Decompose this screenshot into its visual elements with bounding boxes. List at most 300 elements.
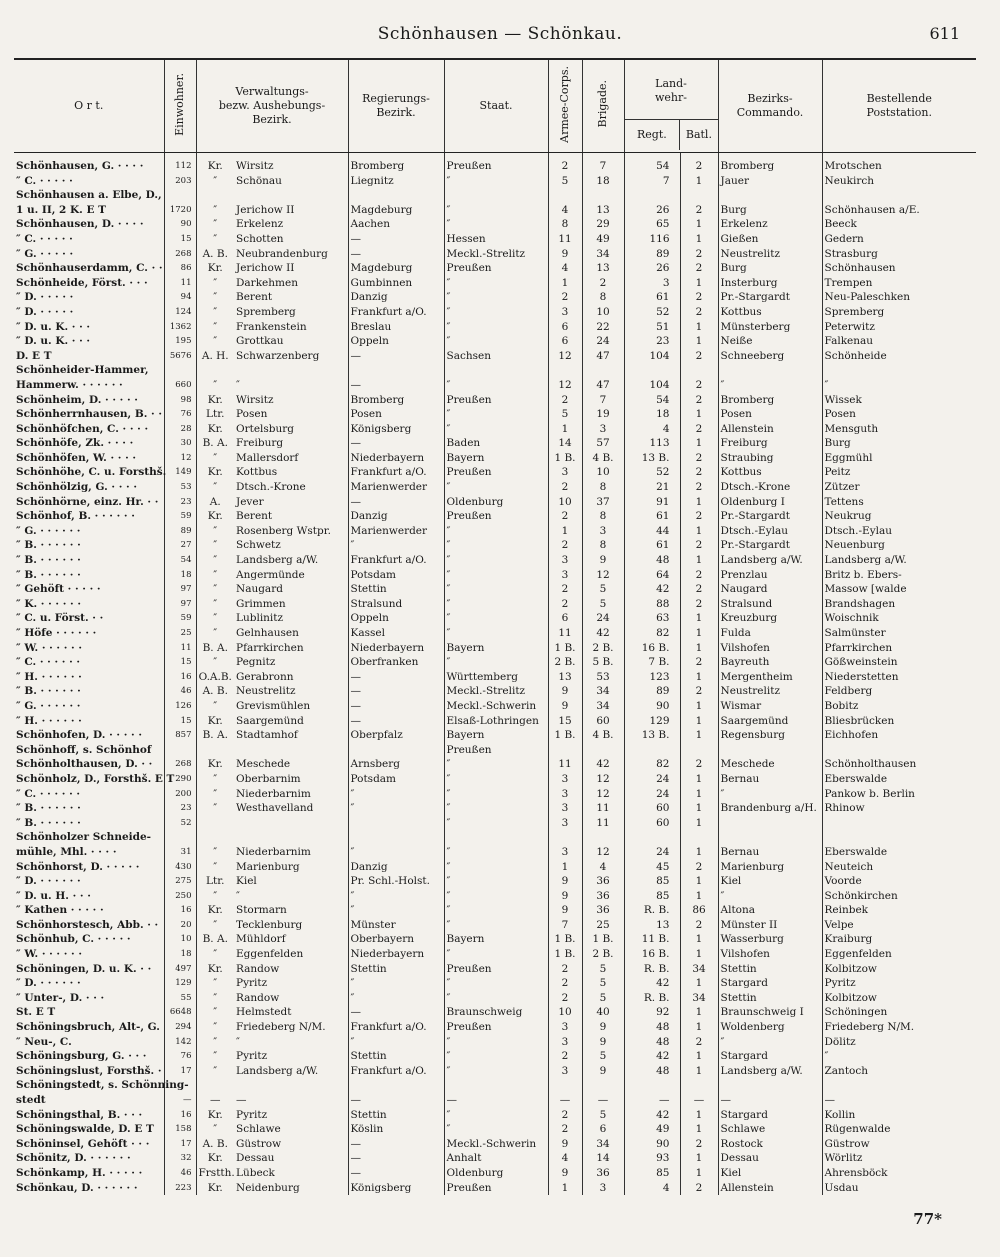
cell-armee-corps: 1 [548, 524, 582, 539]
cell-bezirks-commando: Münster II [718, 918, 822, 933]
cell-kreis-type: ″ [196, 582, 234, 597]
cell-ort: ″ D. · · · · · [16, 291, 74, 304]
cell-brigade [582, 188, 624, 203]
cell-bezirks-commando: Dtsch.-Krone [718, 480, 822, 495]
cell-regierung: Niederbayern [348, 947, 444, 962]
table-row [14, 655, 976, 670]
cell-batl: 1 [680, 436, 718, 451]
cell-staat: Hessen [444, 232, 548, 247]
cell-poststation: Neuenburg [822, 538, 976, 553]
cell-regt: 90 [624, 699, 680, 714]
cell-ort: ″ G. · · · · · · [16, 524, 81, 537]
cell-verwaltung: — [236, 1094, 247, 1106]
cell-regierung: ″ [348, 976, 444, 991]
cell-staat: Meckl.-Strelitz [444, 247, 548, 262]
cell-regierung: Stettin [348, 582, 444, 597]
cell-regierung: Münster [348, 918, 444, 933]
cell-ort: Schönkamp, H. · · · · · [16, 1166, 143, 1179]
running-header [0, 24, 1000, 50]
cell-brigade: 4 [582, 860, 624, 875]
cell-staat: ″ [444, 568, 548, 583]
cell-kreis-type: Kr. [196, 1151, 234, 1166]
table-row [14, 743, 976, 758]
cell-brigade: 36 [582, 1166, 624, 1181]
table-row [14, 1108, 976, 1123]
cell-regierung: Oberbayern [348, 932, 444, 947]
cell-ort: stedt [16, 1094, 46, 1106]
cell-einwohner: 660 [164, 378, 196, 393]
cell-kreis-type: Kr. [196, 393, 234, 408]
cell-brigade: 12 [582, 772, 624, 787]
cell-batl: 2 [680, 684, 718, 699]
cell-regt [624, 188, 680, 203]
cell-poststation: Falkenau [822, 334, 976, 349]
cell-kreis-type: ″ [196, 217, 234, 232]
table-row [14, 465, 976, 480]
cell-poststation: Tettens [822, 495, 976, 510]
cell-bezirks-commando: Bromberg [718, 153, 822, 174]
table-row [14, 1093, 976, 1108]
cell-staat: ″ [444, 816, 548, 831]
cell-poststation: Velpe [822, 918, 976, 933]
cell-batl: 1 [680, 320, 718, 335]
cell-ort: Schönhorstesch, Abb. · · [16, 918, 159, 931]
cell-verwaltung: Pfarrkirchen [236, 641, 304, 654]
cell-einwohner: 97 [164, 597, 196, 612]
cell-einwohner: 53 [164, 480, 196, 495]
cell-verwaltung: Jever [236, 495, 264, 508]
cell-kreis-type: ″ [196, 203, 234, 218]
cell-bezirks-commando: Fulda [718, 626, 822, 641]
cell-staat: Preußen [444, 393, 548, 408]
cell-batl: 1 [680, 699, 718, 714]
cell-bezirks-commando: Saargemünd [718, 714, 822, 729]
cell-regierung: Posen [348, 407, 444, 422]
cell-verwaltung: Neubrandenburg [236, 247, 328, 260]
cell-brigade: 5 [582, 962, 624, 977]
cell-einwohner: 76 [164, 1049, 196, 1064]
table-row [14, 320, 976, 335]
cell-verwaltung: Gerabronn [236, 670, 294, 683]
cell-batl: 2 [680, 393, 718, 408]
cell-regierung: — [348, 1151, 444, 1166]
cell-brigade: 49 [582, 232, 624, 247]
table-row [14, 626, 976, 641]
cell-bezirks-commando: Insterburg [718, 276, 822, 291]
table-row [14, 874, 976, 889]
cell-staat: Elsaß-Lothringen [444, 714, 548, 729]
cell-batl: 1 [680, 174, 718, 189]
cell-poststation: Ahrensböck [822, 1166, 976, 1181]
cell-batl: 1 [680, 407, 718, 422]
cell-einwohner: 203 [164, 174, 196, 189]
cell-brigade: 19 [582, 407, 624, 422]
cell-staat: Preußen [444, 962, 548, 977]
cell-regt: 91 [624, 495, 680, 510]
table-row [14, 1005, 976, 1020]
cell-kreis-type: ″ [196, 1035, 234, 1050]
cell-regt: 85 [624, 874, 680, 889]
cell-regierung: — [348, 349, 444, 364]
cell-bezirks-commando: Schneeberg [718, 349, 822, 364]
cell-batl: 1 [680, 889, 718, 904]
cell-verwaltung: Jerichow II [236, 262, 295, 275]
cell-poststation: Friedeberg N/M. [822, 1020, 976, 1035]
cell-bezirks-commando: Stralsund [718, 597, 822, 612]
cell-kreis-type: ″ [196, 174, 234, 189]
header-staat [444, 59, 548, 153]
table-row [14, 611, 976, 626]
cell-brigade: 11 [582, 801, 624, 816]
cell-verwaltung: Kiel [236, 875, 257, 888]
cell-ort: Schönhorst, D. · · · · · [16, 860, 140, 873]
cell-batl: 1 [680, 1166, 718, 1181]
cell-brigade: 12 [582, 568, 624, 583]
cell-einwohner: 275 [164, 874, 196, 889]
cell-verwaltung: Frankenstein [236, 320, 307, 333]
cell-staat: ″ [444, 524, 548, 539]
cell-armee-corps: 2 [548, 582, 582, 597]
cell-regt: 89 [624, 247, 680, 262]
table-row [14, 436, 976, 451]
cell-einwohner: 129 [164, 976, 196, 991]
cell-regt: 92 [624, 1005, 680, 1020]
cell-regt: 42 [624, 582, 680, 597]
cell-kreis-type [196, 188, 234, 203]
cell-verwaltung: Rosenberg Wstpr. [236, 524, 331, 537]
table-row [14, 684, 976, 699]
cell-ort: Schönholthausen, D. · · [16, 758, 153, 771]
cell-staat: ″ [444, 290, 548, 305]
cell-kreis-type [196, 363, 234, 378]
cell-verwaltung: Güstrow [236, 1137, 282, 1150]
cell-regierung: Gumbinnen [348, 276, 444, 291]
cell-armee-corps [548, 830, 582, 845]
cell-brigade: 42 [582, 626, 624, 641]
cell-kreis-type: ″ [196, 524, 234, 539]
cell-staat: Braunschweig [444, 1005, 548, 1020]
cell-regt: 45 [624, 860, 680, 875]
cell-staat [444, 363, 548, 378]
cell-kreis-type: ″ [196, 1005, 234, 1020]
cell-brigade: 25 [582, 918, 624, 933]
cell-kreis-type: ″ [196, 699, 234, 714]
cell-batl: 1 [680, 932, 718, 947]
header-landwehr [624, 59, 718, 153]
cell-batl: 1 [680, 1020, 718, 1035]
header-regierung-line2: Bezirk. [376, 106, 416, 119]
table-row [14, 1049, 976, 1064]
cell-regt: 51 [624, 320, 680, 335]
cell-einwohner [164, 363, 196, 378]
cell-kreis-type: A. B. [196, 1137, 234, 1152]
cell-kreis-type: Ltr. [196, 407, 234, 422]
cell-regierung: Pr. Schl.-Holst. [348, 874, 444, 889]
cell-kreis-type [196, 743, 234, 758]
cell-batl: 1 [680, 232, 718, 247]
cell-regt: 18 [624, 407, 680, 422]
cell-brigade: 36 [582, 889, 624, 904]
cell-batl: 1 [680, 816, 718, 831]
cell-verwaltung: Grottkau [236, 335, 284, 348]
table-row [14, 393, 976, 408]
cell-regt [624, 1078, 680, 1093]
cell-kreis-type: ″ [196, 801, 234, 816]
cell-kreis-type: ″ [196, 1064, 234, 1079]
cell-regt: 4 [624, 422, 680, 437]
table-row [14, 1151, 976, 1166]
cell-ort: Schönhörne, einz. Hr. · · [16, 495, 159, 508]
cell-verwaltung: Schwetz [236, 539, 281, 552]
cell-regt: 24 [624, 845, 680, 860]
cell-kreis-type: ″ [196, 538, 234, 553]
cell-poststation: Kraiburg [822, 932, 976, 947]
cell-staat: Preußen [444, 153, 548, 174]
cell-bezirks-commando: Burg [718, 203, 822, 218]
cell-poststation [822, 1078, 976, 1093]
cell-einwohner: 20 [164, 918, 196, 933]
cell-einwohner: 94 [164, 290, 196, 305]
cell-kreis-type: Kr. [196, 465, 234, 480]
cell-batl: 1 [680, 1005, 718, 1020]
cell-einwohner: 16 [164, 903, 196, 918]
cell-bezirks-commando: Pr.-Stargardt [718, 509, 822, 524]
cell-verwaltung: Stadtamhof [236, 729, 298, 742]
cell-ort: Schönholzer Schneide- [16, 831, 151, 844]
cell-batl: 2 [680, 1137, 718, 1152]
cell-staat: Bayern [444, 728, 548, 743]
cell-bezirks-commando [718, 363, 822, 378]
cell-poststation: Schönkirchen [822, 889, 976, 904]
cell-poststation: Kolbitzow [822, 962, 976, 977]
cell-staat: ″ [444, 582, 548, 597]
cell-poststation: Schöningen [822, 1005, 976, 1020]
cell-poststation: Peitz [822, 465, 976, 480]
cell-staat: ″ [444, 597, 548, 612]
cell-poststation: Pankow b. Berlin [822, 787, 976, 802]
cell-armee-corps: 3 [548, 568, 582, 583]
cell-kreis-type: ″ [196, 276, 234, 291]
cell-poststation: Spremberg [822, 305, 976, 320]
cell-regierung: ″ [348, 538, 444, 553]
cell-regierung: — [348, 378, 444, 393]
cell-bezirks-commando: Dessau [718, 1151, 822, 1166]
cell-verwaltung: ″ [236, 889, 240, 902]
cell-verwaltung: Lublinitz [236, 612, 284, 625]
cell-bezirks-commando: Regensburg [718, 728, 822, 743]
cell-batl: 2 [680, 1035, 718, 1050]
cell-regierung [348, 1078, 444, 1093]
cell-armee-corps: 4 [548, 1151, 582, 1166]
cell-regt [624, 830, 680, 845]
cell-ort: ″ Kathen · · · · · [16, 904, 104, 917]
cell-einwohner [164, 743, 196, 758]
header-verwaltung [196, 59, 348, 153]
cell-ort: ″ C. · · · · · [16, 174, 73, 187]
cell-bezirks-commando: Erkelenz [718, 217, 822, 232]
cell-batl: 2 [680, 568, 718, 583]
cell-ort: Schönholz, D., Forsthš. E T [16, 772, 175, 785]
header-regierung-line1: Regierungs- [362, 92, 430, 105]
cell-regt: 42 [624, 1049, 680, 1064]
cell-staat: ″ [444, 174, 548, 189]
cell-staat: Preußen [444, 261, 548, 276]
cell-staat: ″ [444, 1049, 548, 1064]
table-row [14, 699, 976, 714]
cell-einwohner: 28 [164, 422, 196, 437]
cell-regierung: — [348, 699, 444, 714]
cell-ort: Hammerw. · · · · · · [16, 378, 123, 391]
cell-poststation: Salmünster [822, 626, 976, 641]
cell-brigade: 8 [582, 290, 624, 305]
cell-staat: Bayern [444, 932, 548, 947]
cell-brigade: 5 [582, 582, 624, 597]
cell-kreis-type: ″ [196, 918, 234, 933]
cell-poststation [822, 363, 976, 378]
cell-bezirks-commando: Schlawe [718, 1122, 822, 1137]
table-row [14, 1137, 976, 1152]
cell-poststation: Zantoch [822, 1064, 976, 1079]
cell-regierung: ″ [348, 801, 444, 816]
cell-kreis-type: ″ [196, 480, 234, 495]
table-row [14, 509, 976, 524]
cell-verwaltung [234, 1078, 348, 1093]
cell-brigade: 5 [582, 991, 624, 1006]
cell-kreis-type: ″ [196, 1049, 234, 1064]
table-row [14, 1064, 976, 1079]
cell-armee-corps: 9 [548, 874, 582, 889]
cell-bezirks-commando: Stettin [718, 962, 822, 977]
cell-bezirks-commando: ″ [718, 787, 822, 802]
cell-poststation: Pyritz [822, 976, 976, 991]
cell-armee-corps: 1 B. [548, 728, 582, 743]
cell-regt: 42 [624, 1108, 680, 1123]
cell-brigade: 13 [582, 203, 624, 218]
cell-regt: 82 [624, 626, 680, 641]
cell-regt: 13 B. [624, 728, 680, 743]
cell-ort: ″ D. · · · · · · [16, 977, 81, 990]
cell-armee-corps: 3 [548, 787, 582, 802]
cell-ort: ″ G. · · · · · · [16, 699, 81, 712]
cell-kreis-type: Kr. [196, 757, 234, 772]
cell-regt: 16 B. [624, 947, 680, 962]
cell-regt: 49 [624, 1122, 680, 1137]
cell-staat: Preußen [444, 465, 548, 480]
cell-regt: R. B. [624, 991, 680, 1006]
table-row [14, 582, 976, 597]
cell-regierung: Frankfurt a/O. [348, 553, 444, 568]
cell-regt: 48 [624, 1020, 680, 1035]
cell-brigade: 7 [582, 153, 624, 174]
cell-brigade: 47 [582, 349, 624, 364]
table-row [14, 247, 976, 262]
table-row [14, 378, 976, 393]
cell-armee-corps: 9 [548, 903, 582, 918]
cell-armee-corps: 8 [548, 217, 582, 232]
cell-einwohner: 25 [164, 626, 196, 641]
cell-brigade: 12 [582, 787, 624, 802]
cell-einwohner: 90 [164, 217, 196, 232]
cell-armee-corps: 1 [548, 1181, 582, 1196]
cell-regt: 13 B. [624, 451, 680, 466]
cell-staat: Bayern [444, 641, 548, 656]
cell-ort: Schönhofen, D. · · · · · [16, 729, 142, 742]
cell-ort: Schönhausen a. Elbe, D., [16, 189, 162, 202]
cell-bezirks-commando: Freiburg [718, 436, 822, 451]
cell-verwaltung: Posen [236, 408, 268, 421]
cell-armee-corps: 12 [548, 349, 582, 364]
cell-verwaltung: Eggenfelden [236, 948, 304, 961]
table-row [14, 889, 976, 904]
cell-regt: 42 [624, 976, 680, 991]
cell-ort: Schönkau, D. · · · · · · [16, 1181, 138, 1194]
cell-regierung: Bromberg [348, 153, 444, 174]
cell-regierung: ″ [348, 845, 444, 860]
cell-armee-corps: 3 [548, 1020, 582, 1035]
cell-regierung: Frankfurt a/O. [348, 1020, 444, 1035]
cell-staat: Baden [444, 436, 548, 451]
cell-ort: ″ Unter-, D. · · · [16, 991, 105, 1004]
cell-regierung: Marienwerder [348, 524, 444, 539]
cell-staat: ″ [444, 655, 548, 670]
table-row [14, 816, 976, 831]
signature-mark: 77* [913, 1210, 942, 1228]
cell-regierung: ″ [348, 889, 444, 904]
cell-batl: 1 [680, 874, 718, 889]
cell-regierung: Magdeburg [348, 203, 444, 218]
cell-ort: Schöningstedt, s. Schönning- [16, 1079, 189, 1092]
cell-poststation: Trempen [822, 276, 976, 291]
cell-regt: 63 [624, 611, 680, 626]
cell-verwaltung: Schwarzenberg [236, 349, 320, 362]
cell-armee-corps: 9 [548, 247, 582, 262]
cell-batl: 1 [680, 524, 718, 539]
cell-armee-corps: 14 [548, 436, 582, 451]
cell-regierung: Stettin [348, 1108, 444, 1123]
cell-poststation: Pfarrkirchen [822, 641, 976, 656]
cell-verwaltung: Pegnitz [236, 656, 276, 669]
cell-verwaltung: Wirsitz [236, 160, 274, 172]
cell-armee-corps: 2 [548, 153, 582, 174]
cell-ort: ″ B. · · · · · · [16, 568, 81, 581]
cell-poststation: Posen [822, 407, 976, 422]
cell-regierung: Kassel [348, 626, 444, 641]
cell-brigade: 29 [582, 217, 624, 232]
cell-batl: 2 [680, 261, 718, 276]
cell-poststation: Schönholthausen [822, 757, 976, 772]
cell-regt: — [624, 1093, 680, 1108]
cell-kreis-type: ″ [196, 976, 234, 991]
cell-kreis-type: — [196, 1093, 234, 1108]
cell-staat [444, 830, 548, 845]
cell-einwohner: 149 [164, 465, 196, 480]
gazetteer-table [14, 58, 976, 1195]
cell-brigade: 3 [582, 1181, 624, 1196]
cell-regierung: — [348, 1093, 444, 1108]
cell-ort: mühle, Mhl. · · · · [16, 845, 117, 858]
table-row [14, 290, 976, 305]
cell-ort: Schönitz, D. · · · · · · [16, 1152, 131, 1165]
cell-kreis-type: ″ [196, 845, 234, 860]
cell-regt: 82 [624, 757, 680, 772]
table-row [14, 641, 976, 656]
cell-einwohner: 55 [164, 991, 196, 1006]
cell-brigade: 6 [582, 1122, 624, 1137]
cell-einwohner: 430 [164, 860, 196, 875]
cell-kreis-type: ″ [196, 626, 234, 641]
cell-einwohner: 46 [164, 1166, 196, 1181]
cell-staat: Oldenburg [444, 495, 548, 510]
